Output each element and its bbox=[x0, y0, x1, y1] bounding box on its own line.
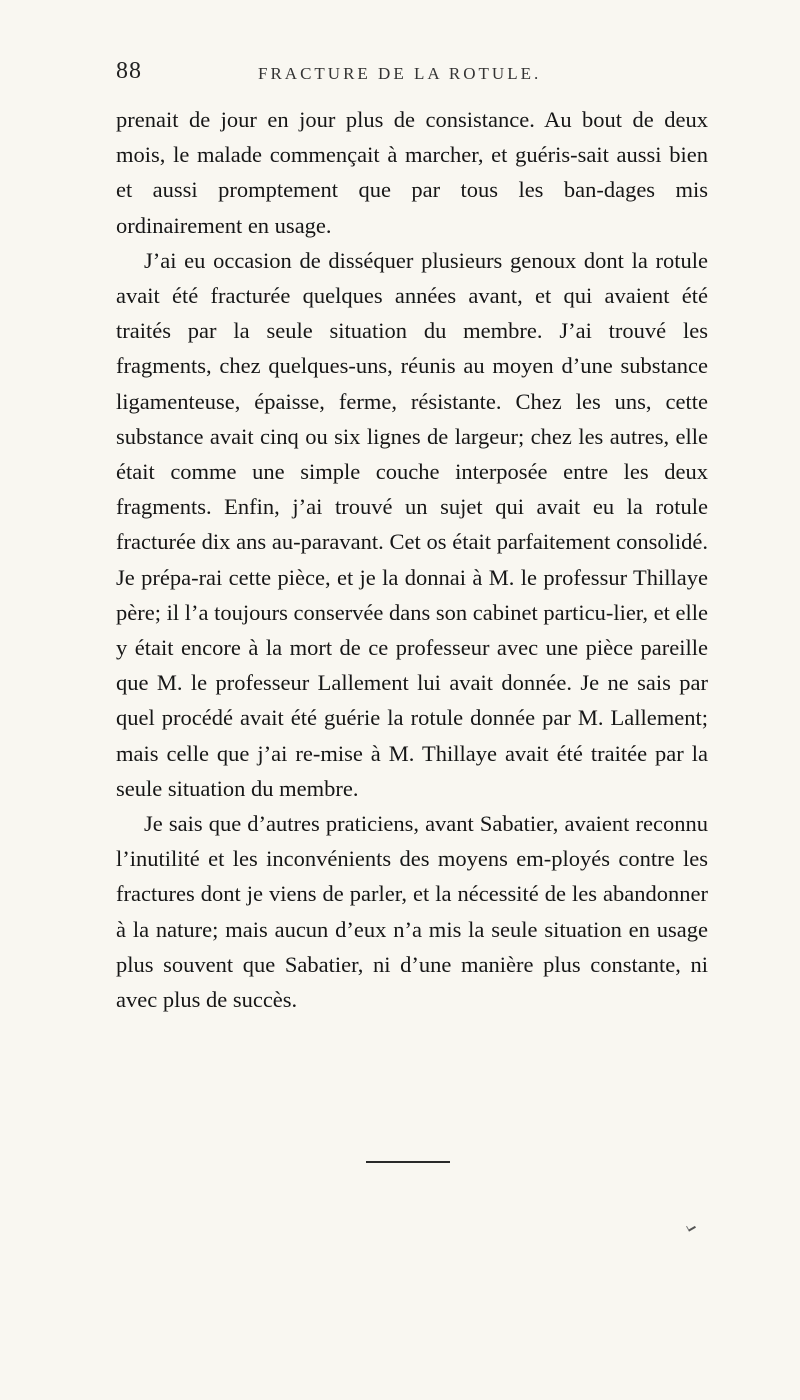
paragraph-continuation: prenait de jour en jour plus de consistance. Au bout de deux mois, le malade commençait à marcher, et guéris-sait aussi bien et aussi promptement que par tous les ban-dages mis ordinairement en usage. bbox=[116, 107, 708, 238]
paragraph-dissection: J’ai eu occasion de disséquer plusieurs genoux dont la rotule avait été fracturée quelques années avant, et qui avaient été traités par la seule situation du membre. J’ai trouvé les fragments, chez quelques-uns, réunis au moyen d’une substance ligamenteuse, épaisse, ferme, résistante. Chez les uns, cette substance avait cinq ou six lignes de largeur; chez les autres, elle était comme une simple couche interposée entre les deux fragments. Enfin, j’ai trouvé un sujet qui avait eu la rotule fracturée dix ans au-paravant. Cet os était parfaitement consolidé. Je prépa-rai cette pièce, et je la donnai à M. le professur Thillaye père; il l’a toujours conservée dans son cabinet particu-lier, et elle y était encore à la mort de ce professeur avec une pièce pareille que M. le professeur Lallement lui avait donnée. Je ne sais par quel procédé avait été guérie la rotule donnée par M. Lallement; mais celle que j’ai re-mise à M. Thillaye avait été traitée par la seule situation du membre. bbox=[116, 247, 708, 801]
running-head bbox=[116, 58, 706, 92]
body-text bbox=[116, 102, 708, 1017]
section-end-rule bbox=[366, 1161, 450, 1163]
page-number: 88 bbox=[116, 58, 142, 84]
stray-ink-mark bbox=[686, 1222, 696, 1231]
running-title: FRACTURE DE LA ROTULE. bbox=[258, 64, 542, 83]
paragraph-practitioners: Je sais que d’autres praticiens, avant Sabatier, avaient reconnu l’inutilité et les inconvénients des moyens em-ployés contre les fractures dont je viens de parler, et la nécessité de les abandonner à la nature; mais aucun d’eux n’a mis la seule situation en usage plus souvent que Sabatier, ni d’une manière plus constante, ni avec plus de succès. bbox=[116, 811, 708, 1013]
